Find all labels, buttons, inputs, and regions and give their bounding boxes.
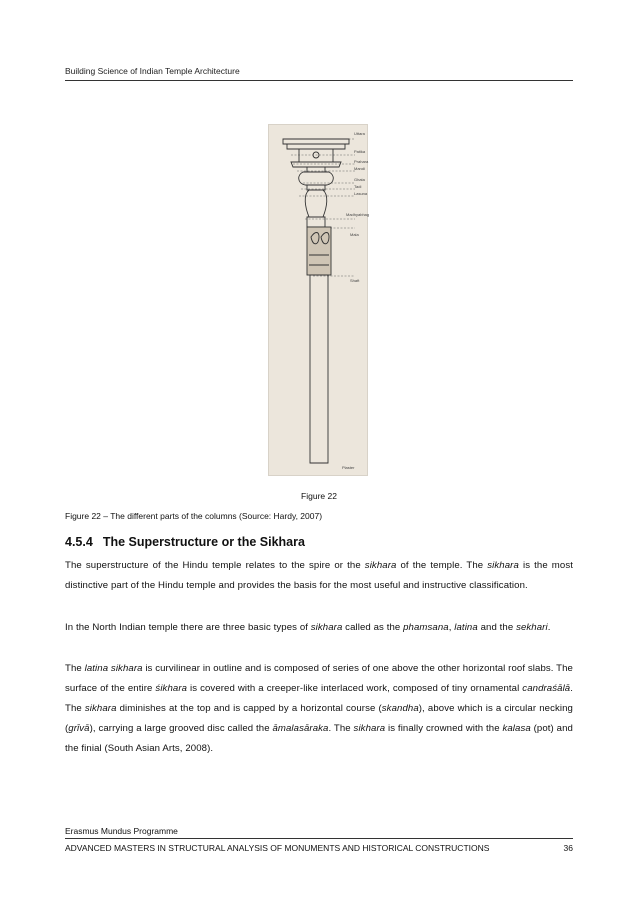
footer-course — [65, 843, 573, 853]
text-run: The superstructure of the Hindu temple relates to the spire or the — [65, 560, 365, 571]
italic-term: kalasa — [502, 723, 531, 734]
italic-term: latina sikhara — [84, 663, 143, 674]
italic-term: candraśālā — [522, 683, 571, 694]
text-run: . The — [328, 723, 354, 734]
footer-programme: Erasmus Mundus Programme — [65, 826, 178, 836]
column-figure — [268, 124, 368, 476]
header-rule — [65, 80, 573, 81]
label-uttara: Uttara — [354, 131, 365, 136]
text-run: (pot) and the finial (South Asian Arts, 2008). — [65, 723, 573, 754]
text-run: is the most distinctive part of the Hindu temple and provides the basis for the most useful and instructive classification. — [65, 560, 573, 591]
text-run: ), above which is a circular necking ( — [65, 703, 573, 734]
text-run: is covered with a creeper-like interlaced work, composed of tiny ornamental — [187, 683, 523, 694]
text-run: . The — [65, 683, 573, 714]
label-prahara: Prahara — [354, 159, 369, 164]
label-tadi: Tadi — [354, 184, 362, 189]
label-ghata: Ghata — [354, 177, 365, 182]
italic-term: āmalasāraka — [272, 723, 329, 734]
figure-caption: Figure 22 – The different parts of the columns (Source: Hardy, 2007) — [65, 511, 323, 521]
label-mala: Mala — [350, 232, 359, 237]
text-run: . — [547, 622, 551, 633]
section-heading — [65, 535, 305, 549]
text-run: diminishes at the top and is capped by a horizontal course ( — [116, 703, 382, 714]
text-run: of the temple. The — [396, 560, 488, 571]
italic-term: phamsana — [403, 622, 449, 633]
italic-term: sikhara — [84, 703, 117, 714]
figure-number-label: Figure 22 — [301, 491, 337, 501]
text-run: is curvilinear in outline and is composed of series of one above the other horizontal roof slabs. The surface of the entire — [65, 663, 573, 694]
column-drawing — [269, 125, 369, 477]
text-run: and the — [477, 622, 517, 633]
italic-term: grīvā — [68, 723, 90, 734]
label-lasuna: Lasuna — [354, 191, 368, 196]
section-number: 4.5.4 — [65, 535, 93, 549]
label-madhyabhaga: Madhyabhaga — [346, 212, 369, 217]
text-run: ), carrying a large grooved disc called the — [89, 723, 273, 734]
label-patika: Patika — [354, 149, 366, 154]
page-number: 36 — [563, 843, 573, 853]
paragraph-3 — [65, 659, 573, 759]
italic-term: śikhara — [155, 683, 188, 694]
section-title: The Superstructure or the Sikhara — [102, 535, 305, 549]
text-run: In the North Indian temple there are three basic types of — [65, 622, 311, 633]
footer-rule — [65, 838, 573, 839]
italic-term: skandha — [381, 703, 419, 714]
label-shaft: Shaft — [350, 278, 360, 283]
text-run: , — [448, 622, 455, 633]
paragraph-1 — [65, 556, 573, 596]
footer-course-title: ADVANCED MASTERS IN STRUCTURAL ANALYSIS OF MONUMENTS AND HISTORICAL CONSTRUCTIONS — [65, 843, 490, 853]
text-run: The — [65, 663, 85, 674]
italic-term: sikhara — [364, 560, 397, 571]
italic-term: sekhari — [516, 622, 548, 633]
italic-term: sikhara — [353, 723, 386, 734]
label-mandi: Mandi — [354, 166, 365, 171]
paragraph-2 — [65, 618, 573, 638]
running-header: Building Science of Indian Temple Architecture — [65, 66, 240, 76]
text-run: is finally crowned with the — [385, 723, 503, 734]
italic-term: sikhara — [310, 622, 343, 633]
label-plaster: Plaster — [342, 465, 355, 470]
text-run: called as the — [342, 622, 404, 633]
italic-term: sikhara — [487, 560, 519, 571]
italic-term: latina — [454, 622, 478, 633]
